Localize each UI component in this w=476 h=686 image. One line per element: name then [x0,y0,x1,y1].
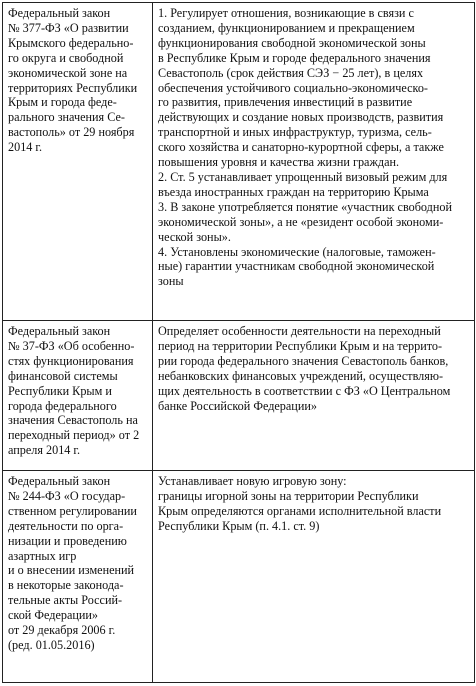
table-row [3,321,475,471]
text-line: № 37-ФЗ «Об особенно- [8,338,135,353]
text-line: Крым и города феде- [8,95,117,110]
text-line: обеспечения устойчивого социально-экономическо- [158,80,428,95]
text-line: го развития, привлечения инвестиций в развитие [158,95,413,110]
text-line: переходный период» от 2 [8,428,140,443]
laws-table [2,2,475,683]
text-line: (ред. 01.05.2016) [8,637,95,652]
text-line: щих деятельность в соответствии с ФЗ «О Центральном [158,383,451,398]
text-line: финансовой системы [8,368,118,383]
text-line: Федеральный закон [8,474,111,488]
text-line: ческой зоны». [158,229,231,244]
text-line: повышения уровня и качества жизни граждан. [158,155,400,170]
text-line: апреля 2014 г. [8,443,81,458]
text-line: тельные акты Россий- [8,593,123,608]
text-line: транспортной и иных инфраструктур, туризма, сель- [158,125,432,140]
text-line: значения Севастополь на [8,413,138,428]
text-line: Устанавливает новую игровую зону: [158,474,347,488]
text-line: рального значения Се- [8,110,125,125]
text-line: территориях Республики [8,80,138,95]
text-line: 2. Ст. 5 устанавливает упрощенный визовый режим для [158,169,448,184]
text-line: низации и проведению [8,533,127,548]
text-line: Определяет особенности деятельности на переходный [158,324,441,338]
text-line: Республики Крым и [8,383,112,398]
text-line: стях функционирования [8,353,134,368]
text-line: азартных игр [8,548,77,563]
text-line: границы игорной зоны на территории Республики [158,488,419,503]
text-line: Федеральный закон [8,6,111,20]
text-line: го округа и свободной [8,50,124,65]
text-line: экономической зоне на [8,65,128,80]
laws-table-body [3,3,475,683]
table-row [3,471,475,683]
text-line: от 29 декабря 2006 г. [8,623,116,638]
text-line: № 377-ФЗ «О развитии [8,20,129,35]
law-title-cell [3,471,153,683]
table-row [3,3,475,321]
text-line: период на территории Республики Крым и на террито- [158,338,443,353]
text-line: 3. В законе употребляется понятие «участник свободной [158,199,452,214]
text-line: Федеральный закон [8,324,111,338]
text-line: города федерального [8,398,117,413]
law-description-cell [153,471,475,683]
text-line: зоны [158,274,184,289]
text-line: 1. Регулирует отношения, возникающие в связи с [158,6,414,20]
text-line: № 244-ФЗ «О государ- [8,488,126,503]
text-line: и о внесении изменений [8,563,135,578]
text-line: 2014 г. [8,140,43,155]
text-line: ственном регулировании [8,503,137,518]
text-line: ского хозяйства и санаторно-курортной сферы, а также [158,140,444,155]
law-title-cell [3,3,153,321]
law-title-cell [3,321,153,471]
text-line: Крым определяются органами исполнительной власти [158,503,442,518]
text-line: созданием, функционированием и прекращением [158,20,415,35]
text-line: Севастополь (срок действия СЭЗ − 25 лет), в целях [158,65,424,80]
text-line: небанковских финансовых учреждений, осуществляю- [158,368,444,383]
law-description-cell [153,3,475,321]
text-line: 4. Установлены экономические (налоговые, таможен- [158,244,436,259]
text-line: ные) гарантии участникам свободной экономической [158,259,435,274]
text-line: функционирования свободной экономической зоны [158,35,426,50]
text-line: деятельности по орга- [8,518,124,533]
law-description-cell [153,321,475,471]
text-line: в некоторые законода- [8,578,124,593]
text-line: банке Российской Федерации» [158,398,317,413]
text-line: ской Федерации» [8,608,99,623]
text-line: в Республике Крым и городе федерального значения [158,50,431,65]
text-line: Республики Крым (п. 4.1. ст. 9) [158,518,320,533]
text-line: действующих и создание новых производств, развития [158,110,444,125]
text-line: вастополь» от 29 ноября [8,125,135,140]
text-line: въезда иностранных граждан на территорию Крыма [158,184,429,199]
text-line: рии города федерального значения Севастополь банков, [158,353,449,368]
text-line: экономической зоны», а не «резидент особой экономи- [158,214,444,229]
text-line: Крымского федерально- [8,35,134,50]
